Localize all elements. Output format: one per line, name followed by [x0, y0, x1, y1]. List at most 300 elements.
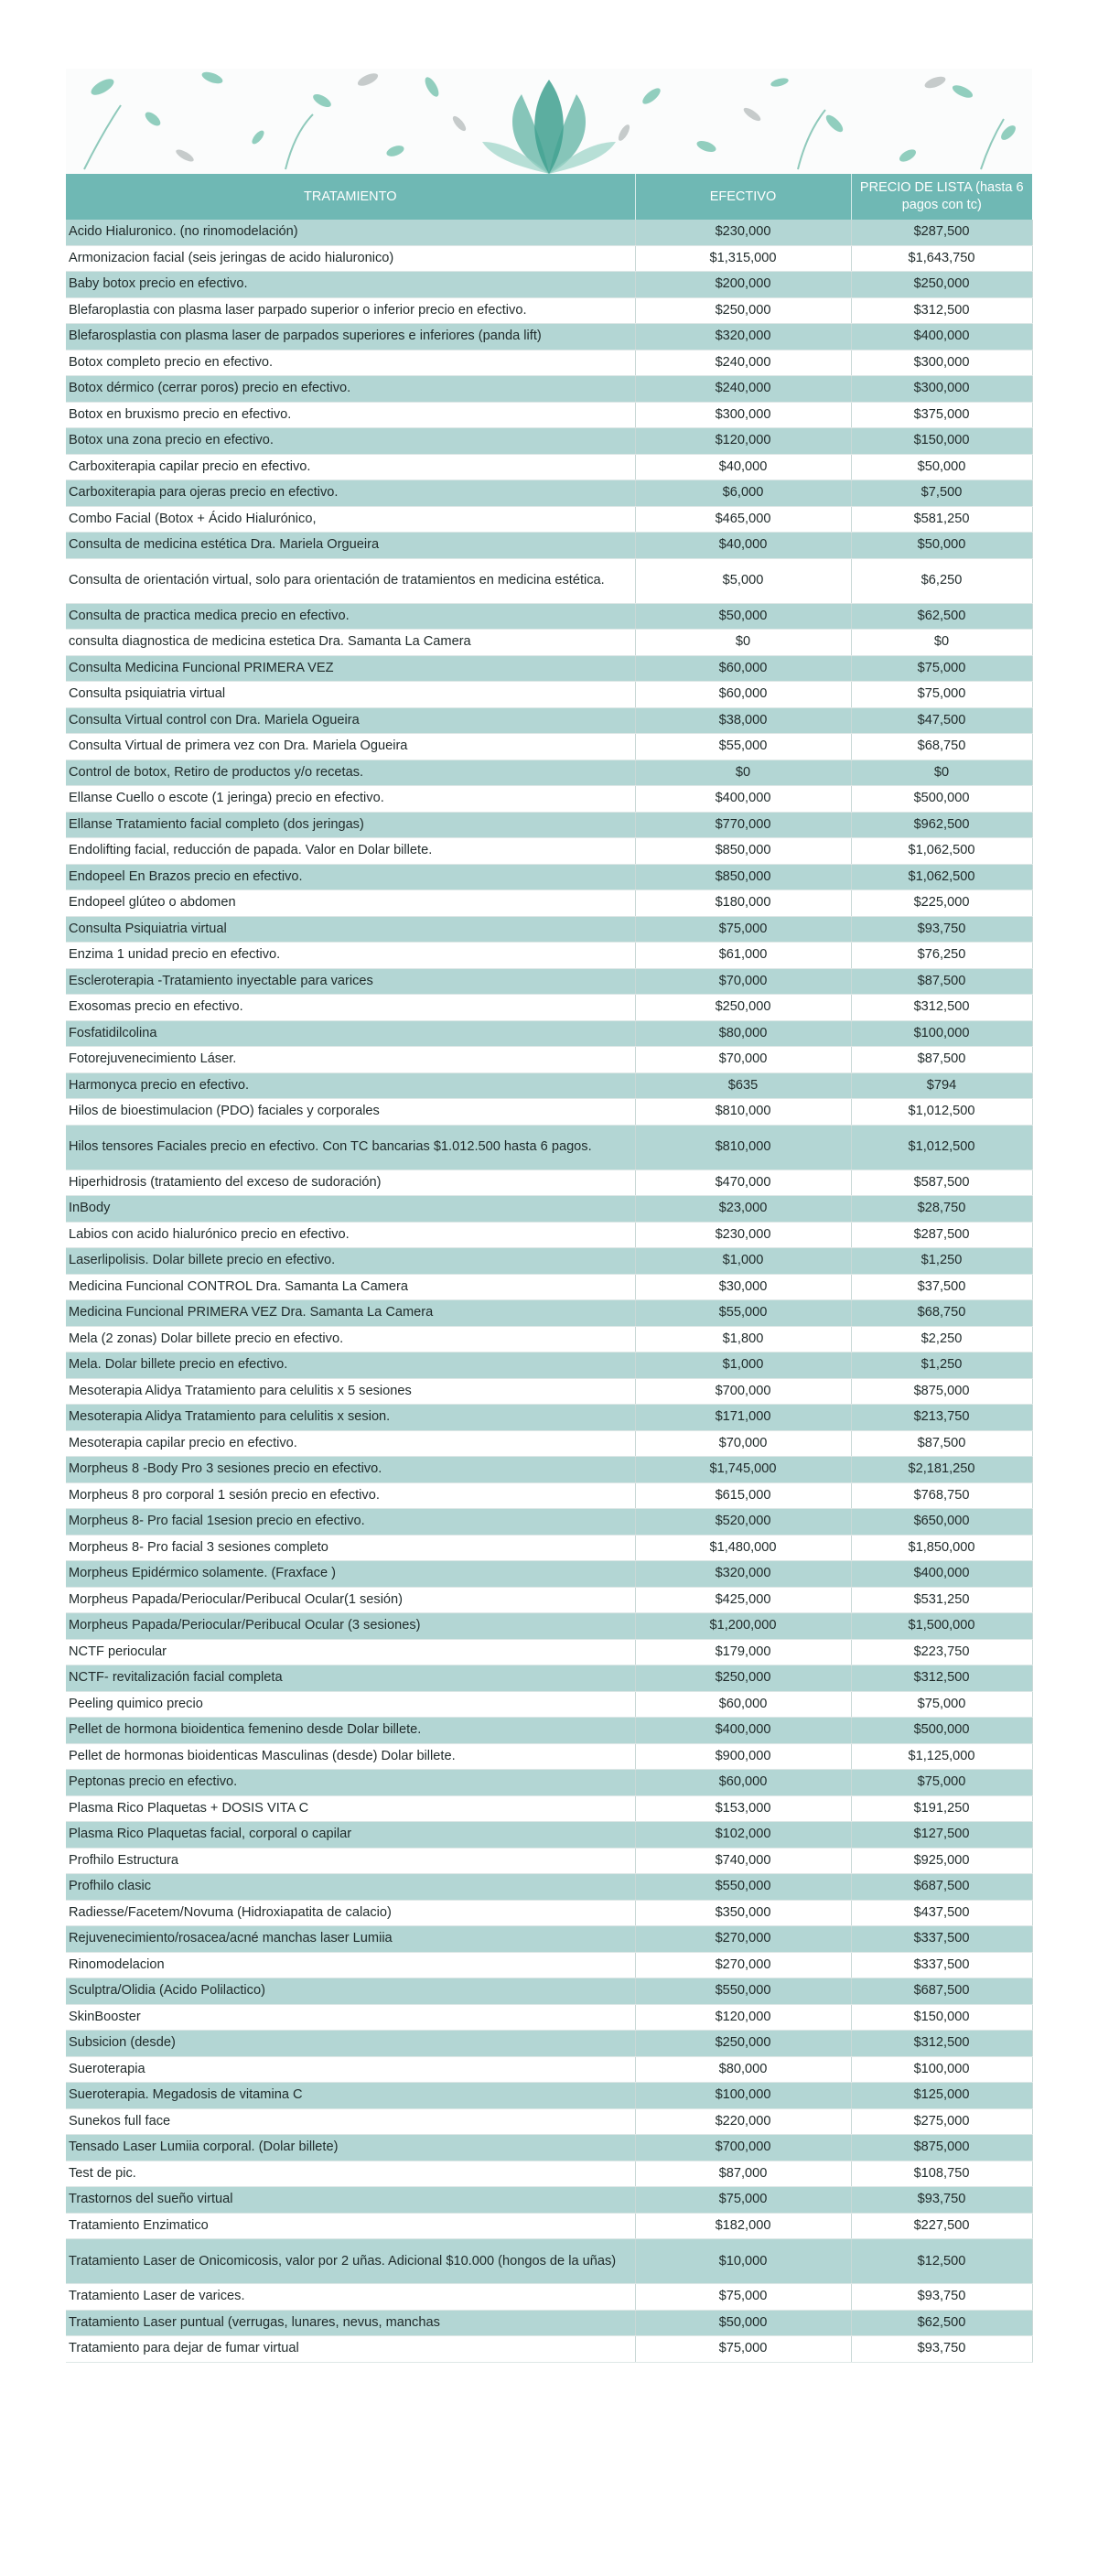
cash-price-cell: $1,200,000	[635, 1613, 851, 1640]
treatment-cell: Tensado Laser Lumiia corporal. (Dolar billete)	[66, 2135, 635, 2161]
list-price-cell: $1,062,500	[851, 838, 1032, 865]
table-row	[66, 655, 1032, 682]
list-price-cell: $75,000	[851, 682, 1032, 708]
cash-price-cell: $635	[635, 1072, 851, 1099]
treatment-cell: Consulta Psiquiatria virtual	[66, 916, 635, 943]
treatment-cell: Peeling quimico precio	[66, 1691, 635, 1718]
cash-price-cell: $38,000	[635, 707, 851, 734]
table-row	[66, 428, 1032, 455]
list-price-cell: $962,500	[851, 812, 1032, 838]
table-row	[66, 220, 1032, 245]
list-price-cell: $337,500	[851, 1926, 1032, 1953]
list-price-cell: $287,500	[851, 1222, 1032, 1248]
table-row	[66, 1482, 1032, 1509]
cash-price-cell: $40,000	[635, 533, 851, 559]
cash-price-cell: $1,000	[635, 1248, 851, 1275]
list-price-cell: $12,500	[851, 2239, 1032, 2284]
table-row	[66, 890, 1032, 917]
cash-price-cell: $23,000	[635, 1196, 851, 1223]
cash-price-cell: $1,800	[635, 1326, 851, 1353]
list-price-cell: $531,250	[851, 1587, 1032, 1613]
cash-price-cell: $0	[635, 630, 851, 656]
leaf-banner	[66, 69, 1032, 174]
list-price-cell: $650,000	[851, 1509, 1032, 1536]
cash-price-cell: $425,000	[635, 1587, 851, 1613]
table-row	[66, 1795, 1032, 1822]
table-row	[66, 1457, 1032, 1483]
cash-price-cell: $60,000	[635, 1770, 851, 1796]
table-row	[66, 2056, 1032, 2083]
table-row	[66, 968, 1032, 995]
table-row	[66, 1300, 1032, 1327]
cash-price-cell: $270,000	[635, 1926, 851, 1953]
treatment-cell: Armonizacion facial (seis jeringas de acido hialuronico)	[66, 245, 635, 272]
treatment-cell: Trastornos del sueño virtual	[66, 2187, 635, 2214]
cash-price-cell: $120,000	[635, 2004, 851, 2031]
table-row	[66, 682, 1032, 708]
cash-price-cell: $700,000	[635, 1378, 851, 1405]
treatment-cell: Tratamiento Enzimatico	[66, 2213, 635, 2239]
cash-price-cell: $250,000	[635, 297, 851, 324]
cash-price-cell: $180,000	[635, 890, 851, 917]
treatment-cell: Botox completo precio en efectivo.	[66, 350, 635, 376]
list-price-cell: $337,500	[851, 1952, 1032, 1978]
treatment-cell: Morpheus 8 pro corporal 1 sesión precio en efectivo.	[66, 1482, 635, 1509]
cash-price-cell: $182,000	[635, 2213, 851, 2239]
cash-price-cell: $250,000	[635, 995, 851, 1021]
list-price-cell: $400,000	[851, 1561, 1032, 1588]
treatment-cell: Morpheus 8 -Body Pro 3 sesiones precio en efectivo.	[66, 1457, 635, 1483]
treatment-cell: Botox una zona precio en efectivo.	[66, 428, 635, 455]
treatment-cell: SkinBooster	[66, 2004, 635, 2031]
list-price-cell: $7,500	[851, 480, 1032, 507]
cash-price-cell: $60,000	[635, 655, 851, 682]
table-row	[66, 1222, 1032, 1248]
treatment-cell: Labios con acido hialurónico precio en efectivo.	[66, 1222, 635, 1248]
treatment-cell: Enzima 1 unidad precio en efectivo.	[66, 943, 635, 969]
table-row	[66, 1926, 1032, 1953]
treatment-cell: Exosomas precio en efectivo.	[66, 995, 635, 1021]
list-price-cell: $794	[851, 1072, 1032, 1099]
treatment-cell: Tratamiento Laser puntual (verrugas, lunares, nevus, manchas	[66, 2310, 635, 2336]
treatment-cell: Consulta de practica medica precio en efectivo.	[66, 603, 635, 630]
table-row	[66, 2239, 1032, 2284]
price-table-body	[66, 220, 1032, 2362]
table-row	[66, 734, 1032, 760]
list-price-cell: $768,750	[851, 1482, 1032, 1509]
treatment-cell: Carboxiterapia capilar precio en efectivo.	[66, 454, 635, 480]
cash-price-cell: $40,000	[635, 454, 851, 480]
table-row	[66, 533, 1032, 559]
list-price-cell: $2,181,250	[851, 1457, 1032, 1483]
table-row	[66, 1274, 1032, 1300]
list-price-cell: $1,500,000	[851, 1613, 1032, 1640]
list-price-cell: $300,000	[851, 350, 1032, 376]
table-row	[66, 1099, 1032, 1126]
list-price-cell: $225,000	[851, 890, 1032, 917]
cash-price-cell: $520,000	[635, 1509, 851, 1536]
price-table-header	[66, 174, 1032, 220]
table-row	[66, 1770, 1032, 1796]
list-price-cell: $75,000	[851, 1691, 1032, 1718]
treatment-cell: Mela (2 zonas) Dolar billete precio en efectivo.	[66, 1326, 635, 1353]
list-price-cell: $125,000	[851, 2083, 1032, 2109]
list-price-cell: $93,750	[851, 2187, 1032, 2214]
list-price-cell: $312,500	[851, 1665, 1032, 1692]
header-treatment: TRATAMIENTO	[66, 174, 635, 220]
list-price-cell: $500,000	[851, 1718, 1032, 1744]
list-price-cell: $581,250	[851, 506, 1032, 533]
list-price-cell: $50,000	[851, 454, 1032, 480]
table-row	[66, 2083, 1032, 2109]
list-price-cell: $300,000	[851, 376, 1032, 403]
list-price-cell: $287,500	[851, 220, 1032, 245]
treatment-cell: Botox dérmico (cerrar poros) precio en efectivo.	[66, 376, 635, 403]
header-list-price: PRECIO DE LISTA (hasta 6 pagos con tc)	[851, 174, 1032, 220]
treatment-cell: Blefaroplastia con plasma laser parpado superior o inferior precio en efectivo.	[66, 297, 635, 324]
list-price-cell: $375,000	[851, 402, 1032, 428]
cash-price-cell: $350,000	[635, 1900, 851, 1926]
list-price-cell: $100,000	[851, 2056, 1032, 2083]
cash-price-cell: $60,000	[635, 682, 851, 708]
cash-price-cell: $550,000	[635, 1978, 851, 2005]
list-price-cell: $100,000	[851, 1020, 1032, 1047]
cash-price-cell: $400,000	[635, 786, 851, 813]
cash-price-cell: $70,000	[635, 1430, 851, 1457]
treatment-cell: Consulta Virtual de primera vez con Dra. Mariela Ogueira	[66, 734, 635, 760]
table-row	[66, 480, 1032, 507]
cash-price-cell: $0	[635, 760, 851, 786]
treatment-cell: Consulta de orientación virtual, solo para orientación de tratamientos en medicina estética.	[66, 558, 635, 603]
table-row	[66, 376, 1032, 403]
table-row	[66, 350, 1032, 376]
list-price-cell: $925,000	[851, 1848, 1032, 1874]
treatment-cell: Control de botox, Retiro de productos y/o recetas.	[66, 760, 635, 786]
table-row	[66, 558, 1032, 603]
table-row	[66, 272, 1032, 298]
cash-price-cell: $10,000	[635, 2239, 851, 2284]
table-row	[66, 2187, 1032, 2214]
treatment-cell: Harmonyca precio en efectivo.	[66, 1072, 635, 1099]
table-row	[66, 864, 1032, 890]
price-table	[66, 174, 1033, 2363]
treatment-cell: Morpheus 8- Pro facial 3 sesiones completo	[66, 1535, 635, 1561]
list-price-cell: $312,500	[851, 995, 1032, 1021]
table-row	[66, 1952, 1032, 1978]
cash-price-cell: $1,315,000	[635, 245, 851, 272]
cash-price-cell: $320,000	[635, 1561, 851, 1588]
table-row	[66, 506, 1032, 533]
list-price-cell: $875,000	[851, 2135, 1032, 2161]
table-row	[66, 1639, 1032, 1665]
treatment-cell: Medicina Funcional PRIMERA VEZ Dra. Samanta La Camera	[66, 1300, 635, 1327]
treatment-cell: Fotorejuvenecimiento Láser.	[66, 1047, 635, 1073]
table-row	[66, 2135, 1032, 2161]
list-price-cell: $213,750	[851, 1405, 1032, 1431]
treatment-cell: Sunekos full face	[66, 2108, 635, 2135]
table-row	[66, 1047, 1032, 1073]
list-price-cell: $1,250	[851, 1353, 1032, 1379]
list-price-cell: $1,250	[851, 1248, 1032, 1275]
table-row	[66, 324, 1032, 350]
table-row	[66, 1020, 1032, 1047]
list-price-cell: $68,750	[851, 1300, 1032, 1327]
cash-price-cell: $70,000	[635, 968, 851, 995]
table-row	[66, 1718, 1032, 1744]
table-row	[66, 1535, 1032, 1561]
treatment-cell: Rinomodelacion	[66, 1952, 635, 1978]
list-price-cell: $75,000	[851, 655, 1032, 682]
treatment-cell: Mela. Dolar billete precio en efectivo.	[66, 1353, 635, 1379]
cash-price-cell: $615,000	[635, 1482, 851, 1509]
list-price-cell: $93,750	[851, 2336, 1032, 2363]
cash-price-cell: $75,000	[635, 2336, 851, 2363]
list-price-cell: $312,500	[851, 2031, 1032, 2057]
cash-price-cell: $50,000	[635, 2310, 851, 2336]
cash-price-cell: $740,000	[635, 1848, 851, 1874]
treatment-cell: Plasma Rico Plaquetas + DOSIS VITA C	[66, 1795, 635, 1822]
table-row	[66, 707, 1032, 734]
header-cash: EFECTIVO	[635, 174, 851, 220]
table-row	[66, 454, 1032, 480]
table-row	[66, 1691, 1032, 1718]
treatment-cell: NCTF- revitalización facial completa	[66, 1665, 635, 1692]
cash-price-cell: $171,000	[635, 1405, 851, 1431]
list-price-cell: $191,250	[851, 1795, 1032, 1822]
table-row	[66, 1326, 1032, 1353]
list-price-cell: $1,850,000	[851, 1535, 1032, 1561]
cash-price-cell: $120,000	[635, 428, 851, 455]
list-price-cell: $93,750	[851, 916, 1032, 943]
list-price-cell: $47,500	[851, 707, 1032, 734]
table-row	[66, 1353, 1032, 1379]
list-price-cell: $1,125,000	[851, 1743, 1032, 1770]
list-price-cell: $1,062,500	[851, 864, 1032, 890]
treatment-cell: Laserlipolisis. Dolar billete precio en efectivo.	[66, 1248, 635, 1275]
cash-price-cell: $700,000	[635, 2135, 851, 2161]
table-row	[66, 760, 1032, 786]
list-price-cell: $687,500	[851, 1978, 1032, 2005]
list-price-cell: $223,750	[851, 1639, 1032, 1665]
table-row	[66, 1848, 1032, 1874]
cash-price-cell: $400,000	[635, 1718, 851, 1744]
treatment-cell: Pellet de hormona bioidentica femenino desde Dolar billete.	[66, 1718, 635, 1744]
table-row	[66, 1405, 1032, 1431]
table-row	[66, 1196, 1032, 1223]
treatment-cell: Baby botox precio en efectivo.	[66, 272, 635, 298]
cash-price-cell: $60,000	[635, 1691, 851, 1718]
cash-price-cell: $200,000	[635, 272, 851, 298]
cash-price-cell: $240,000	[635, 376, 851, 403]
treatment-cell: Pellet de hormonas bioidenticas Masculinas (desde) Dolar billete.	[66, 1743, 635, 1770]
list-price-cell: $108,750	[851, 2161, 1032, 2187]
table-row	[66, 245, 1032, 272]
treatment-cell: Ellanse Cuello o escote (1 jeringa) precio en efectivo.	[66, 786, 635, 813]
table-row	[66, 1874, 1032, 1901]
cash-price-cell: $850,000	[635, 864, 851, 890]
cash-price-cell: $250,000	[635, 2031, 851, 2057]
treatment-cell: Peptonas precio en efectivo.	[66, 1770, 635, 1796]
treatment-cell: Botox en bruxismo precio en efectivo.	[66, 402, 635, 428]
treatment-cell: Test de pic.	[66, 2161, 635, 2187]
cash-price-cell: $102,000	[635, 1822, 851, 1848]
cash-price-cell: $220,000	[635, 2108, 851, 2135]
list-price-cell: $250,000	[851, 272, 1032, 298]
list-price-cell: $62,500	[851, 603, 1032, 630]
cash-price-cell: $179,000	[635, 1639, 851, 1665]
list-price-cell: $400,000	[851, 324, 1032, 350]
treatment-cell: Radiesse/Facetem/Novuma (Hidroxiapatita de calacio)	[66, 1900, 635, 1926]
list-price-cell: $0	[851, 630, 1032, 656]
table-row	[66, 1665, 1032, 1692]
cash-price-cell: $250,000	[635, 1665, 851, 1692]
treatment-cell: Endopeel glúteo o abdomen	[66, 890, 635, 917]
list-price-cell: $93,750	[851, 2284, 1032, 2311]
table-row	[66, 2004, 1032, 2031]
cash-price-cell: $810,000	[635, 1125, 851, 1169]
table-row	[66, 2108, 1032, 2135]
treatment-cell: Hiperhidrosis (tratamiento del exceso de sudoración)	[66, 1169, 635, 1196]
table-row	[66, 995, 1032, 1021]
lotus-logo-icon	[482, 80, 616, 174]
table-row	[66, 1509, 1032, 1536]
treatment-cell: Fosfatidilcolina	[66, 1020, 635, 1047]
cash-price-cell: $75,000	[635, 2284, 851, 2311]
treatment-cell: Mesoterapia Alidya Tratamiento para celulitis x sesion.	[66, 1405, 635, 1431]
treatment-cell: Mesoterapia capilar precio en efectivo.	[66, 1430, 635, 1457]
cash-price-cell: $240,000	[635, 350, 851, 376]
cash-price-cell: $270,000	[635, 1952, 851, 1978]
table-row	[66, 1072, 1032, 1099]
table-row	[66, 2310, 1032, 2336]
table-row	[66, 1900, 1032, 1926]
list-price-cell: $1,012,500	[851, 1099, 1032, 1126]
cash-price-cell: $6,000	[635, 480, 851, 507]
cash-price-cell: $300,000	[635, 402, 851, 428]
cash-price-cell: $153,000	[635, 1795, 851, 1822]
treatment-cell: Plasma Rico Plaquetas facial, corporal o capilar	[66, 1822, 635, 1848]
cash-price-cell: $75,000	[635, 2187, 851, 2214]
treatment-cell: Morpheus Epidérmico solamente. (Fraxface )	[66, 1561, 635, 1588]
cash-price-cell: $1,480,000	[635, 1535, 851, 1561]
table-row	[66, 1978, 1032, 2005]
table-row	[66, 838, 1032, 865]
treatment-cell: Rejuvenecimiento/rosacea/acné manchas laser Lumiia	[66, 1926, 635, 1953]
treatment-cell: Profhilo clasic	[66, 1874, 635, 1901]
treatment-cell: Tratamiento para dejar de fumar virtual	[66, 2336, 635, 2363]
cash-price-cell: $30,000	[635, 1274, 851, 1300]
treatment-cell: Acido Hialuronico. (no rinomodelación)	[66, 220, 635, 245]
table-row	[66, 2284, 1032, 2311]
list-price-cell: $50,000	[851, 533, 1032, 559]
list-price-cell: $875,000	[851, 1378, 1032, 1405]
cash-price-cell: $75,000	[635, 916, 851, 943]
cash-price-cell: $61,000	[635, 943, 851, 969]
treatment-cell: NCTF periocular	[66, 1639, 635, 1665]
table-row	[66, 1822, 1032, 1848]
treatment-cell: Blefarosplastia con plasma laser de parpados superiores e inferiores (panda lift)	[66, 324, 635, 350]
treatment-cell: consulta diagnostica de medicina estetica Dra. Samanta La Camera	[66, 630, 635, 656]
table-row	[66, 916, 1032, 943]
table-row	[66, 603, 1032, 630]
leaf-pattern-graphic	[66, 69, 1032, 174]
treatment-cell: Sculptra/Olidia (Acido Polilactico)	[66, 1978, 635, 2005]
treatment-cell: Mesoterapia Alidya Tratamiento para celulitis x 5 sesiones	[66, 1378, 635, 1405]
treatment-cell: Morpheus Papada/Periocular/Peribucal Ocular(1 sesión)	[66, 1587, 635, 1613]
table-row	[66, 1125, 1032, 1169]
list-price-cell: $87,500	[851, 968, 1032, 995]
cash-price-cell: $810,000	[635, 1099, 851, 1126]
cash-price-cell: $850,000	[635, 838, 851, 865]
table-row	[66, 2161, 1032, 2187]
treatment-cell: Profhilo Estructura	[66, 1848, 635, 1874]
treatment-cell: Medicina Funcional CONTROL Dra. Samanta La Camera	[66, 1274, 635, 1300]
list-price-cell: $437,500	[851, 1900, 1032, 1926]
treatment-cell: Endolifting facial, reducción de papada. Valor en Dolar billete.	[66, 838, 635, 865]
table-row	[66, 1587, 1032, 1613]
treatment-cell: Escleroterapia -Tratamiento inyectable para varices	[66, 968, 635, 995]
list-price-cell: $62,500	[851, 2310, 1032, 2336]
table-row	[66, 1378, 1032, 1405]
cash-price-cell: $100,000	[635, 2083, 851, 2109]
treatment-cell: Sueroterapia	[66, 2056, 635, 2083]
list-price-cell: $500,000	[851, 786, 1032, 813]
treatment-cell: Subsicion (desde)	[66, 2031, 635, 2057]
table-row	[66, 297, 1032, 324]
list-price-cell: $28,750	[851, 1196, 1032, 1223]
cash-price-cell: $550,000	[635, 1874, 851, 1901]
cash-price-cell: $1,000	[635, 1353, 851, 1379]
treatment-cell: Carboxiterapia para ojeras precio en efectivo.	[66, 480, 635, 507]
cash-price-cell: $55,000	[635, 1300, 851, 1327]
cash-price-cell: $80,000	[635, 2056, 851, 2083]
cash-price-cell: $5,000	[635, 558, 851, 603]
table-row	[66, 1561, 1032, 1588]
cash-price-cell: $55,000	[635, 734, 851, 760]
list-price-cell: $687,500	[851, 1874, 1032, 1901]
list-price-cell: $0	[851, 760, 1032, 786]
cash-price-cell: $320,000	[635, 324, 851, 350]
table-row	[66, 2336, 1032, 2363]
treatment-cell: Consulta de medicina estética Dra. Mariela Orgueira	[66, 533, 635, 559]
table-row	[66, 812, 1032, 838]
treatment-cell: Tratamiento Laser de varices.	[66, 2284, 635, 2311]
cash-price-cell: $50,000	[635, 603, 851, 630]
cash-price-cell: $87,000	[635, 2161, 851, 2187]
list-price-cell: $68,750	[851, 734, 1032, 760]
treatment-cell: Consulta psiquiatria virtual	[66, 682, 635, 708]
table-row	[66, 943, 1032, 969]
list-price-cell: $150,000	[851, 2004, 1032, 2031]
treatment-cell: Morpheus Papada/Periocular/Peribucal Ocular (3 sesiones)	[66, 1613, 635, 1640]
table-row	[66, 402, 1032, 428]
treatment-cell: Tratamiento Laser de Onicomicosis, valor por 2 uñas. Adicional $10.000 (hongos de la uñas)	[66, 2239, 635, 2284]
cash-price-cell: $70,000	[635, 1047, 851, 1073]
treatment-cell: Consulta Medicina Funcional PRIMERA VEZ	[66, 655, 635, 682]
table-row	[66, 1430, 1032, 1457]
list-price-cell: $587,500	[851, 1169, 1032, 1196]
treatment-cell: Hilos de bioestimulacion (PDO) faciales y corporales	[66, 1099, 635, 1126]
treatment-cell: Consulta Virtual control con Dra. Mariela Ogueira	[66, 707, 635, 734]
treatment-cell: Hilos tensores Faciales precio en efectivo. Con TC bancarias $1.012.500 hasta 6 pagos.	[66, 1125, 635, 1169]
cash-price-cell: $900,000	[635, 1743, 851, 1770]
cash-price-cell: $470,000	[635, 1169, 851, 1196]
list-price-cell: $87,500	[851, 1430, 1032, 1457]
treatment-cell: Ellanse Tratamiento facial completo (dos jeringas)	[66, 812, 635, 838]
list-price-cell: $37,500	[851, 1274, 1032, 1300]
list-price-cell: $1,643,750	[851, 245, 1032, 272]
list-price-cell: $275,000	[851, 2108, 1032, 2135]
